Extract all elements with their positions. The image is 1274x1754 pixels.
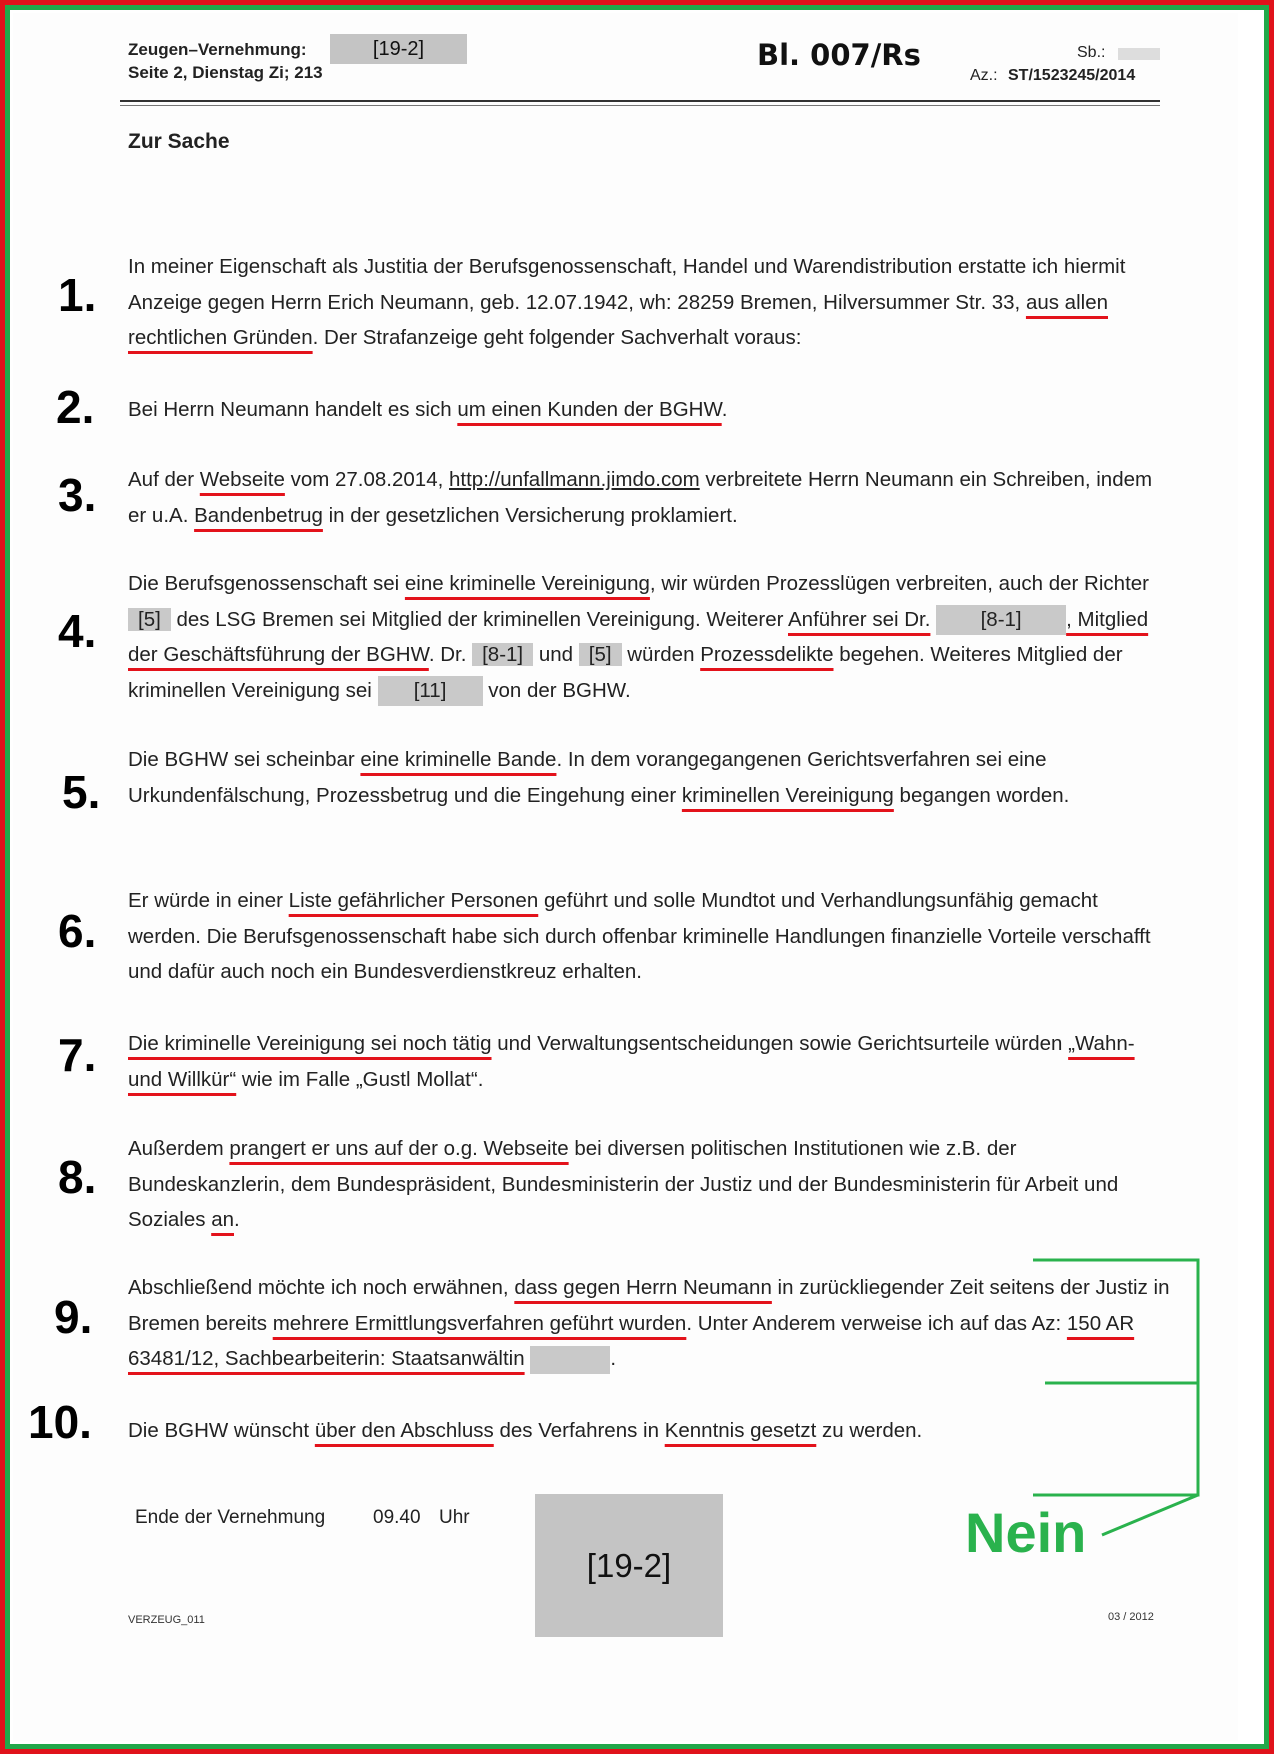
p7-underline: „Wahn- und Willkür“ <box>128 1032 1135 1091</box>
p5-underline: eine kriminelle Bande <box>360 748 557 771</box>
p4-text: begehen. Weiteres Mitglied der kriminellen Vereinigung sei <box>128 643 1123 702</box>
p9-underline: mehrere Ermittlungsverfahren geführt wurden <box>272 1311 687 1335</box>
p9-underline: dass gegen Herrn Neumann <box>514 1276 772 1299</box>
p10-text-end: zu werden. <box>816 1419 923 1442</box>
end-time: 09.40 <box>373 1507 421 1528</box>
paragraph-number: 3. <box>58 469 97 521</box>
p8-underline: prangert er uns auf der o.g. Webseite <box>229 1137 569 1160</box>
p5-underline: kriminellen Vereinigung <box>681 783 894 807</box>
p3-text: Auf der <box>128 468 200 491</box>
paragraph-number: 10. <box>28 1396 92 1448</box>
p4-text: würden <box>621 643 701 666</box>
p9-text: Abschließend möchte ich noch erwähnen, <box>128 1276 515 1299</box>
p10-text: des Verfahrens in <box>493 1419 665 1442</box>
paragraph-number: 8. <box>58 1151 97 1203</box>
bracket-line <box>1033 1260 1198 1495</box>
p6-text-end: geführt und solle Mundtot und Verhandlungsunfähig gemacht werden. Die Berufsgenossenschaft habe sich durch offenbar kriminelle Handlungen finanzielle Vorteile verschafft und dafür auch noch ein Bundesverdienstkreuz erhalten. <box>128 889 1151 983</box>
p3-underline-webseite: Webseite <box>199 468 285 491</box>
p3-text: verbreitete Herrn Neumann ein Schreiben, indem er u.A. <box>128 468 1153 527</box>
p5-text: . In dem vorangegangenen Gerichtsverfahren sei eine Urkundenfälschung, Prozessbetrug und die Eingehung einer <box>128 748 1047 807</box>
p2-text-end: . <box>721 398 728 421</box>
signature-redaction: [19-2] <box>535 1494 723 1637</box>
redaction-box: [11] <box>378 676 483 706</box>
az-label: Az.: <box>970 67 998 84</box>
p6-text: Er würde in einer <box>128 889 289 912</box>
paragraph-number: 9. <box>54 1291 93 1343</box>
form-date: 03 / 2012 <box>1108 1611 1154 1623</box>
p8-text-end: . <box>234 1208 240 1231</box>
p5-text: Die BGHW sei scheinbar <box>128 748 361 771</box>
p7-underline: Die kriminelle Vereinigung sei noch tätig <box>128 1032 492 1055</box>
title-redaction: [19-2] <box>330 34 467 64</box>
p4-text: des LSG Bremen sei Mitglied der kriminellen Vereinigung. Weiterer <box>170 607 788 631</box>
end-of-hearing-label: Ende der Vernehmung <box>135 1507 326 1528</box>
sb-label: Sb.: <box>1077 44 1106 61</box>
redaction-box: [8-1] <box>936 605 1066 635</box>
paragraph-number: 4. <box>58 605 97 657</box>
p10-text: Die BGHW wünscht <box>128 1419 315 1442</box>
p4-text: Die Berufsgenossenschaft sei <box>128 572 405 595</box>
paragraph-number: 1. <box>58 269 97 321</box>
redaction-box: [8-1] <box>472 643 533 666</box>
p9-text: . Unter Anderem verweise ich auf das Az: <box>686 1311 1067 1335</box>
p9-text-end: . <box>610 1347 617 1370</box>
paragraph-number: 5. <box>62 766 101 818</box>
p6-underline: Liste gefährlicher Personen <box>288 889 539 912</box>
p1-text-end: . Der Strafanzeige geht folgender Sachverhalt voraus: <box>312 326 802 349</box>
redaction-box: [5] <box>579 643 622 666</box>
az-value: ST/1523245/2014 <box>1008 67 1136 84</box>
paragraph-number: 7. <box>58 1029 97 1081</box>
page-subtitle: Seite 2, Dienstag Zi; 213 <box>128 63 323 82</box>
p4-underline: eine kriminelle Vereinigung <box>404 572 650 595</box>
p4-underline: , Mitglied der Geschäftsführung der BGHW <box>128 607 1149 666</box>
page-stamp: Bl. 007/Rs <box>757 38 921 72</box>
paragraph-number: 6. <box>58 905 97 957</box>
p1-underline: aus allen rechtlichen Gründen <box>128 290 1108 349</box>
p9-underline: 150 AR 63481/12, Sachbearbeiterin: Staatsanwältin <box>128 1311 1135 1370</box>
p3-underline-bandenbetrug: Bandenbetrug <box>194 503 323 527</box>
redaction-box: [5] <box>128 608 171 631</box>
paragraph-number: 2. <box>56 381 95 433</box>
p8-text: bei diversen politischen Institutionen wie z.B. der Bundeskanzlerin, dem Bundespräsident, Bundesministerin der Justiz und der Bundesministerin für Arbeit und Soziales <box>128 1137 1119 1231</box>
p3-text-end: in der gesetzlichen Versicherung proklamiert. <box>322 503 738 527</box>
p4-text-end: von der BGHW. <box>482 678 631 702</box>
p2-underline: um einen Kunden der BGHW <box>457 398 722 421</box>
p4-text: . Dr. <box>428 643 473 666</box>
p10-underline: Kenntnis gesetzt <box>664 1419 817 1442</box>
p4-underline: Anführer sei Dr. <box>788 607 931 631</box>
form-code: VERZEUG_011 <box>128 1614 205 1626</box>
p9-text: in zurückliegender Zeit seitens der Justiz in Bremen bereits <box>128 1276 1170 1335</box>
p2-text: Bei Herrn Neumann handelt es sich <box>128 398 458 421</box>
p8-text: Außerdem <box>128 1137 230 1160</box>
section-title: Zur Sache <box>128 130 230 153</box>
title-label: Zeugen–Vernehmung: <box>128 40 307 59</box>
p7-text-end: wie im Falle „Gustl Mollat“. <box>236 1067 484 1091</box>
p4-text: , wir würden Prozesslügen verbreiten, auch der Richter <box>649 572 1149 595</box>
p3-text: vom 27.08.2014, <box>284 468 450 491</box>
p4-text: und <box>533 643 579 666</box>
p5-text-end: begangen worden. <box>893 783 1070 807</box>
bracket-pointer <box>1102 1495 1198 1535</box>
p4-underline: Prozessdelikte <box>700 643 834 666</box>
p1-text: In meiner Eigenschaft als Justitia der Berufsgenossenschaft, Handel und Warendistribution erstatte ich hiermit Anzeige gegen Herrn Erich Neumann, geb. 12.07.1942, wh: 28259 Bremen, Hilversummer Str. 33, <box>128 255 1126 314</box>
p8-underline: an <box>211 1208 234 1231</box>
nein-annotation: Nein <box>965 1501 1087 1564</box>
p10-underline: über den Abschluss <box>314 1419 494 1442</box>
website-link[interactable]: http://unfallmann.jimdo.com <box>449 468 700 491</box>
p7-text: und Verwaltungsentscheidungen sowie Gerichtsurteile würden <box>491 1032 1069 1055</box>
end-time-unit: Uhr <box>439 1507 470 1528</box>
